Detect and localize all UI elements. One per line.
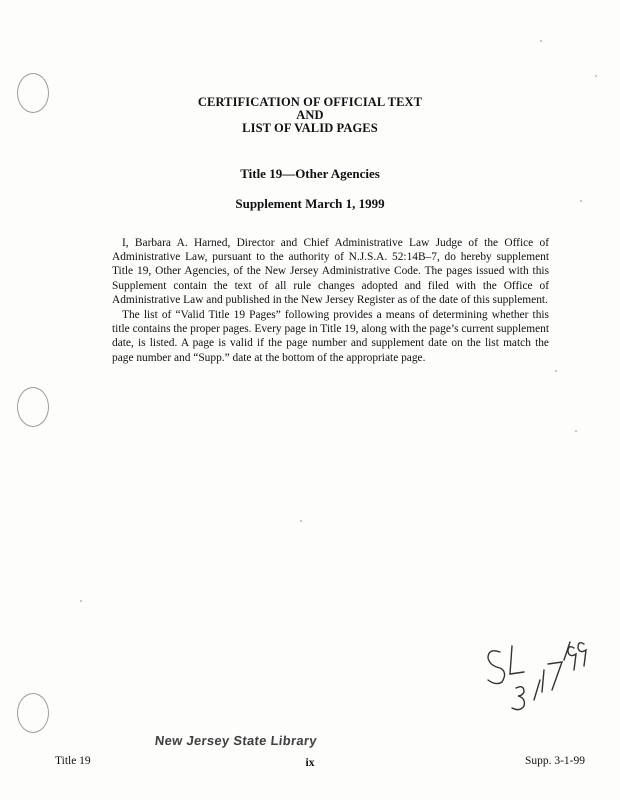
supplement-heading: Supplement March 1, 1999 [235,196,385,211]
and-heading: AND [296,108,324,122]
footer-title: Title 19 [55,755,91,767]
punch-hole-middle [17,387,49,427]
handwritten-date-annotation [478,630,588,720]
paragraph-text: The list of “Valid Title 19 Pages” following provides a means of determining whether this title contains the proper pages. Every page in Title 19, along with the page’s current supplement date, is listed. A page is valid if the page number and supplement date on the list match the page number and “Supp.” date at the bottom of the appropriate page. [112,309,549,364]
library-stamp: New Jersey State Library [154,733,318,748]
punch-hole-bottom [17,693,49,733]
scan-speck [80,600,82,602]
title-heading: Title 19—Other Agencies [240,166,380,181]
scan-speck [540,40,542,42]
footer-supplement-date: Supp. 3-1-99 [524,755,585,767]
scan-speck [300,520,302,522]
valid-pages-heading: LIST OF VALID PAGES [242,121,378,135]
certification-heading: CERTIFICATION OF OFFICIAL TEXT [197,95,423,109]
scan-speck [555,370,557,372]
valid-pages-paragraph [112,308,549,365]
page-number: ix [305,757,315,769]
certification-paragraph [112,236,549,307]
scan-speck [575,430,577,432]
scan-speck [595,75,597,77]
paragraph-text: I, Barbara A. Harned, Director and Chief Administrative Law Judge of the Office of Administrative Law, pursuant to the authority of N.J.S.A. 52:14B–7, do hereby supplement Title 19, Other Agencies, of the New Jersey Administrative Code. The pages issued with this Supplement contain the text of all rule changes adopted and filed with the Office of Administrative Law and published in the New Jersey Register as of the date of this supplement. [112,237,549,306]
